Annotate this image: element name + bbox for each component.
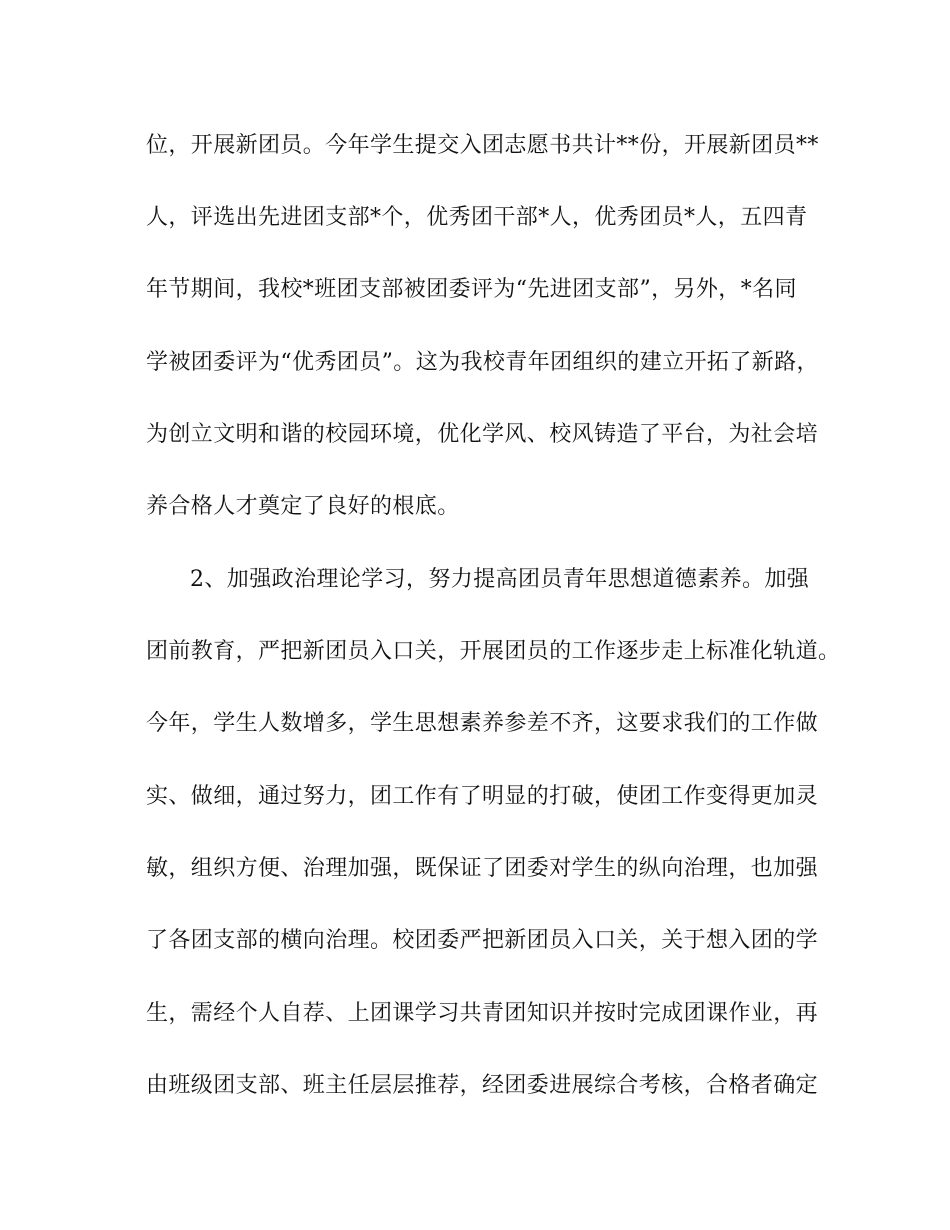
text-line: 由班级团支部、班主任层层推荐，经团委进展综合考核，合格者确定 bbox=[146, 1073, 819, 1098]
text-line: 生，需经个人自荐、上团课学习共青团知识并按时完成团课作业，再 bbox=[146, 1001, 819, 1026]
text-line: 团前教育，严把新团员入口关，开展团员的工作逐步走上标准化轨道。 bbox=[146, 639, 841, 664]
text-line: 了各团支部的横向治理。校团委严把新团员入口关，关于想入团的学 bbox=[146, 928, 819, 953]
text-line: 今年，学生人数增多，学生思想素养参差不齐，这要求我们的工作做 bbox=[146, 711, 819, 736]
text-line: 人，评选出先进团支部*个，优秀团干部*人，优秀团员*人，五四青 bbox=[146, 205, 808, 230]
paragraph-first-line: 2、加强政治理论学习，努力提高团员青年思想道德素养。加强 bbox=[190, 567, 810, 592]
text-line: 位，开展新团员。今年学生提交入团志愿书共计**份，开展新团员** bbox=[146, 133, 819, 158]
text-line: 为创立文明和谐的校园环境，优化学风、校风铸造了平台，为社会培 bbox=[146, 422, 819, 447]
text-line: 实、做细，通过努力，团工作有了明显的打破，使团工作变得更加灵 bbox=[146, 784, 819, 809]
text-line: 养合格人才奠定了良好的根底。 bbox=[146, 494, 460, 519]
text-line: 年节期间，我校*班团支部被团委评为“先进团支部”，另外，*名同 bbox=[146, 277, 797, 302]
text-line: 学被团委评为“优秀团员”。这为我校青年团组织的建立开拓了新路， bbox=[146, 350, 819, 375]
text-line: 敏，组织方便、治理加强，既保证了团委对学生的纵向治理，也加强 bbox=[146, 856, 819, 881]
